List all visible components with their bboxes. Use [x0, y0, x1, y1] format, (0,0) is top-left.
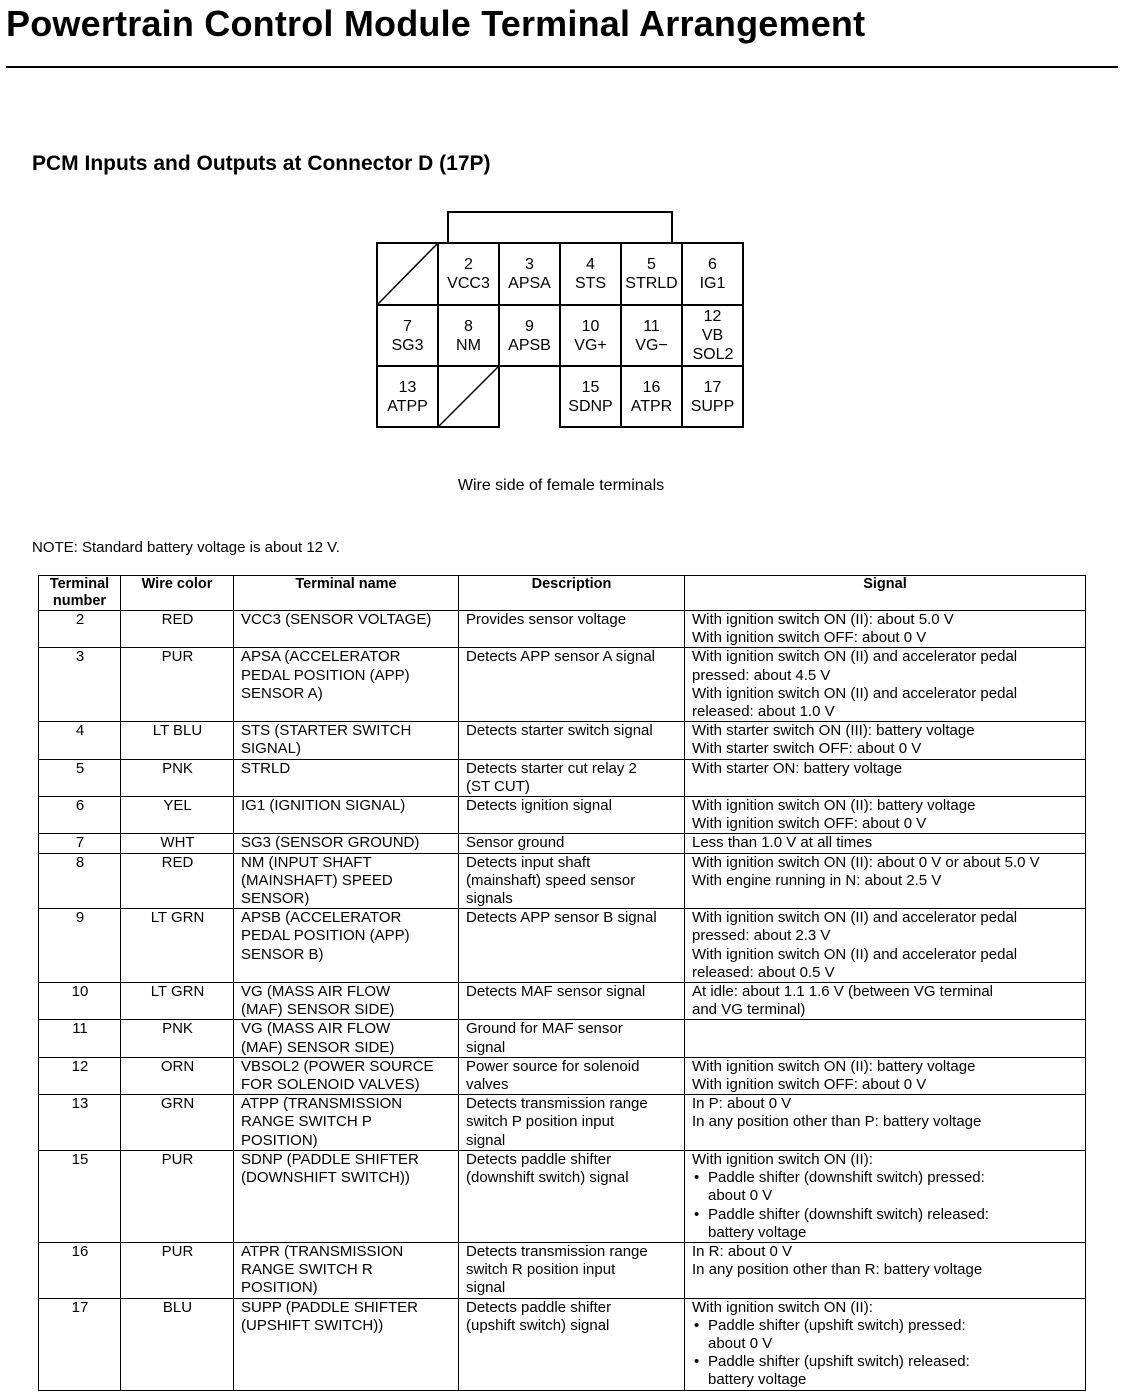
wire-color-cell: BLU — [121, 1298, 234, 1390]
terminal-10: 10 VG+ — [559, 304, 622, 367]
name-line: SENSOR A) — [241, 684, 323, 702]
terminal-name-cell — [234, 1057, 459, 1094]
header-terminal-number: Terminal number — [39, 576, 121, 611]
desc-line: (ST CUT) — [466, 777, 530, 795]
desc-line: (upshift switch) signal — [466, 1316, 610, 1334]
desc-line: Detects APP sensor A signal — [466, 648, 656, 666]
signal-line: With ignition switch ON (II) and accelerator pedal — [692, 648, 1018, 666]
signal-line: In P: about 0 V — [692, 1095, 792, 1113]
terminal-17: 17 SUPP — [681, 365, 744, 428]
section-title: PCM Inputs and Outputs at Connector D (17P) — [32, 152, 491, 175]
signal-line: With ignition switch ON (II): about 0 V or about 5.0 V — [692, 853, 1040, 871]
desc-line: Sensor ground — [466, 834, 565, 852]
signal-line: released: about 0.5 V — [692, 963, 835, 981]
terminal-name-cell — [234, 759, 459, 796]
table-row — [39, 648, 1086, 722]
name-line: POSITION) — [241, 1279, 318, 1297]
terminal-number-cell: 10 — [39, 983, 121, 1020]
desc-line: switch R position input — [466, 1261, 616, 1279]
desc-line: signal — [466, 1038, 506, 1056]
signal-cell — [685, 1242, 1086, 1298]
signal-bullet-item — [708, 1206, 1079, 1242]
terminal-name-cell — [234, 611, 459, 648]
desc-line: Detects starter cut relay 2 — [466, 759, 637, 777]
desc-line: signal — [466, 1279, 506, 1297]
signal-line: With ignition switch OFF: about 0 V — [692, 815, 927, 833]
terminal-2: 2 VCC3 — [437, 242, 500, 306]
desc-line: Detects input shaft — [466, 853, 591, 871]
name-line: (UPSHIFT SWITCH)) — [241, 1316, 384, 1334]
bullet-line: • Paddle shifter (downshift switch) released: — [708, 1205, 989, 1223]
name-line: SG3 (SENSOR GROUND) — [241, 834, 420, 852]
bullet-line: • Paddle shifter (upshift switch) pressed: — [708, 1316, 966, 1334]
name-line: ATPP (TRANSMISSION — [241, 1095, 403, 1113]
description-cell — [459, 909, 685, 983]
desc-line: Detects ignition signal — [466, 797, 612, 815]
desc-line: (mainshaft) speed sensor — [466, 871, 636, 889]
bullet-line: • Paddle shifter (downshift switch) pressed: — [708, 1169, 985, 1187]
name-line: RANGE SWITCH P — [241, 1113, 372, 1131]
terminal-number-cell: 5 — [39, 759, 121, 796]
terminal-11: 11 VG− — [620, 304, 683, 367]
signal-line: pressed: about 2.3 V — [692, 927, 831, 945]
signal-cell — [685, 797, 1086, 834]
description-cell — [459, 1057, 685, 1094]
battery-note: NOTE: Standard battery voltage is about 12 V. — [32, 539, 340, 556]
signal-bullet-item — [708, 1353, 1079, 1389]
description-cell — [459, 648, 685, 722]
desc-line: switch P position input — [466, 1113, 615, 1131]
wire-color-cell: RED — [121, 853, 234, 909]
table-row — [39, 722, 1086, 759]
terminal-number-cell: 16 — [39, 1242, 121, 1298]
connector-caption: Wire side of female terminals — [457, 477, 665, 494]
terminal-name-cell — [234, 983, 459, 1020]
terminal-name-cell — [234, 853, 459, 909]
signal-cell — [685, 1298, 1086, 1390]
terminal-name-cell — [234, 722, 459, 759]
desc-line: Detects paddle shifter — [466, 1298, 612, 1316]
wire-color-cell: LT GRN — [121, 909, 234, 983]
name-line: (MAINSHAFT) SPEED — [241, 871, 393, 889]
table-row — [39, 1298, 1086, 1390]
name-line: PEDAL POSITION (APP) — [241, 666, 410, 684]
wire-color-cell: PUR — [121, 648, 234, 722]
signal-line: At idle: about 1.1 1.6 V (between VG terminal — [692, 983, 994, 1001]
description-cell — [459, 1020, 685, 1057]
wire-color-cell: PNK — [121, 1020, 234, 1057]
terminal-number-cell: 9 — [39, 909, 121, 983]
name-line: STRLD — [241, 759, 291, 777]
name-line: SENSOR B) — [241, 945, 324, 963]
description-cell — [459, 834, 685, 853]
wire-color-cell: PUR — [121, 1242, 234, 1298]
wire-color-cell: PNK — [121, 759, 234, 796]
wire-color-cell: GRN — [121, 1095, 234, 1151]
terminal-9: 9 APSB — [498, 304, 561, 367]
signal-line: With ignition switch ON (II): battery voltage — [692, 797, 976, 815]
signal-line: With ignition switch OFF: about 0 V — [692, 629, 927, 647]
signal-cell — [685, 1057, 1086, 1094]
terminal-name-cell — [234, 1150, 459, 1242]
signal-line: With ignition switch ON (II): about 5.0 V — [692, 611, 954, 628]
desc-line: (downshift switch) signal — [466, 1169, 629, 1187]
name-line: VCC3 (SENSOR VOLTAGE) — [241, 611, 432, 628]
name-line: SIGNAL) — [241, 740, 302, 758]
terminal-number-cell: 3 — [39, 648, 121, 722]
name-line: STS (STARTER SWITCH — [241, 722, 412, 740]
signal-line: pressed: about 4.5 V — [692, 666, 831, 684]
terminal-number-cell: 6 — [39, 797, 121, 834]
bullet-line: about 0 V — [708, 1334, 773, 1352]
description-cell — [459, 759, 685, 796]
signal-line: With ignition switch ON (II) and accelerator pedal — [692, 909, 1018, 927]
signal-line: With starter switch ON (III): battery voltage — [692, 722, 975, 740]
table-row — [39, 853, 1086, 909]
signal-bullet-item — [708, 1317, 1079, 1353]
signal-line: With ignition switch ON (II): battery voltage — [692, 1057, 976, 1075]
wire-color-cell: ORN — [121, 1057, 234, 1094]
desc-line: Detects APP sensor B signal — [466, 909, 657, 927]
desc-line: signal — [466, 1131, 506, 1149]
table-row — [39, 1242, 1086, 1298]
signal-cell — [685, 853, 1086, 909]
description-cell — [459, 1298, 685, 1390]
signal-cell — [685, 648, 1086, 722]
description-cell — [459, 1095, 685, 1151]
description-cell — [459, 797, 685, 834]
terminal-name-cell — [234, 648, 459, 722]
signal-bullet-list — [692, 1169, 1079, 1242]
header-signal: Signal — [685, 576, 1086, 611]
table-row — [39, 759, 1086, 796]
desc-line: Provides sensor voltage — [466, 611, 627, 628]
name-line: (DOWNSHIFT SWITCH)) — [241, 1169, 410, 1187]
name-line: VG (MASS AIR FLOW — [241, 1020, 391, 1038]
table-row — [39, 834, 1086, 853]
connector-blank-cell — [376, 242, 439, 306]
table-row — [39, 1020, 1086, 1057]
bullet-line: battery voltage — [708, 1371, 807, 1389]
description-cell — [459, 722, 685, 759]
name-line: IG1 (IGNITION SIGNAL) — [241, 797, 406, 815]
terminal-number-cell: 17 — [39, 1298, 121, 1390]
name-line: NM (INPUT SHAFT — [241, 853, 372, 871]
signal-line: In any position other than P: battery voltage — [692, 1113, 982, 1131]
name-line: RANGE SWITCH R — [241, 1261, 373, 1279]
name-line: SENSOR) — [241, 890, 310, 908]
desc-line: Detects starter switch signal — [466, 722, 653, 740]
description-cell — [459, 1242, 685, 1298]
terminal-name-cell — [234, 1298, 459, 1390]
desc-line: Detects paddle shifter — [466, 1150, 612, 1168]
table-row — [39, 1057, 1086, 1094]
name-line: SUPP (PADDLE SHIFTER — [241, 1298, 418, 1316]
table-row — [39, 909, 1086, 983]
terminal-name-cell — [234, 797, 459, 834]
terminal-name-cell — [234, 909, 459, 983]
terminal-number-cell: 8 — [39, 853, 121, 909]
terminal-5: 5 STRLD — [620, 242, 683, 306]
description-cell — [459, 1150, 685, 1242]
desc-line: Ground for MAF sensor — [466, 1020, 623, 1038]
name-line: PEDAL POSITION (APP) — [241, 927, 410, 945]
signal-cell — [685, 909, 1086, 983]
terminal-name-cell — [234, 1095, 459, 1151]
table-header-row — [39, 576, 1086, 611]
terminal-12: 12 VB SOL2 — [681, 304, 744, 367]
wire-color-cell: PUR — [121, 1150, 234, 1242]
header-description: Description — [459, 576, 685, 611]
terminal-number-cell: 7 — [39, 834, 121, 853]
table-row — [39, 611, 1086, 648]
signal-line: In any position other than R: battery voltage — [692, 1261, 983, 1279]
desc-line: Detects MAF sensor signal — [466, 983, 646, 1001]
signal-line: Less than 1.0 V at all times — [692, 834, 873, 852]
terminal-name-cell — [234, 1020, 459, 1057]
signal-cell — [685, 1150, 1086, 1242]
name-line: POSITION) — [241, 1131, 318, 1149]
terminal-number-cell: 12 — [39, 1057, 121, 1094]
signal-cell — [685, 983, 1086, 1020]
terminal-number-cell: 15 — [39, 1150, 121, 1242]
wire-color-cell: YEL — [121, 797, 234, 834]
terminal-13: 13 ATPP — [376, 365, 439, 428]
wire-color-cell: WHT — [121, 834, 234, 853]
signal-line: With starter ON: battery voltage — [692, 759, 903, 777]
table-row — [39, 983, 1086, 1020]
terminal-name-cell — [234, 834, 459, 853]
name-line: (MAF) SENSOR SIDE) — [241, 1038, 395, 1056]
signal-line: With starter switch OFF: about 0 V — [692, 740, 922, 758]
terminal-number-cell: 11 — [39, 1020, 121, 1057]
name-line: APSA (ACCELERATOR — [241, 648, 401, 666]
terminal-name-cell — [234, 1242, 459, 1298]
wire-color-cell: LT BLU — [121, 722, 234, 759]
signal-line: With engine running in N: about 2.5 V — [692, 871, 942, 889]
bullet-line: battery voltage — [708, 1223, 807, 1241]
name-line: (MAF) SENSOR SIDE) — [241, 1001, 395, 1019]
signal-cell — [685, 759, 1086, 796]
terminal-number-cell: 2 — [39, 611, 121, 648]
signal-line: With ignition switch OFF: about 0 V — [692, 1076, 927, 1094]
page-title: Powertrain Control Module Terminal Arrangement — [6, 3, 866, 44]
terminal-4: 4 STS — [559, 242, 622, 306]
table-row — [39, 797, 1086, 834]
connector-blank-cell — [437, 365, 500, 428]
signal-cell — [685, 611, 1086, 648]
terminal-15: 15 SDNP — [559, 365, 622, 428]
bullet-line: • Paddle shifter (upshift switch) released: — [708, 1353, 970, 1371]
description-cell — [459, 983, 685, 1020]
signal-line: released: about 1.0 V — [692, 703, 835, 721]
signal-line: and VG terminal) — [692, 1001, 806, 1019]
terminal-16: 16 ATPR — [620, 365, 683, 428]
table-row — [39, 1150, 1086, 1242]
title-divider — [6, 66, 1118, 68]
signal-cell — [685, 722, 1086, 759]
name-line: VG (MASS AIR FLOW — [241, 983, 391, 1001]
header-terminal-name: Terminal name — [234, 576, 459, 611]
desc-line: signals — [466, 890, 513, 908]
signal-line: With ignition switch ON (II): — [692, 1298, 873, 1316]
description-cell — [459, 611, 685, 648]
terminal-7: 7 SG3 — [376, 304, 439, 367]
signal-line: With ignition switch ON (II): — [692, 1150, 873, 1168]
signal-bullet-item — [708, 1169, 1079, 1205]
desc-line: Power source for solenoid — [466, 1057, 640, 1075]
signal-line: With ignition switch ON (II) and accelerator pedal — [692, 945, 1018, 963]
signal-line: In R: about 0 V — [692, 1242, 793, 1260]
signal-cell — [685, 1020, 1086, 1057]
name-line: VBSOL2 (POWER SOURCE — [241, 1057, 434, 1075]
description-cell — [459, 853, 685, 909]
bullet-line: about 0 V — [708, 1187, 773, 1205]
terminal-8: 8 NM — [437, 304, 500, 367]
signal-line: With ignition switch ON (II) and accelerator pedal — [692, 684, 1018, 702]
terminal-3: 3 APSA — [498, 242, 561, 306]
connector-diagram — [376, 210, 746, 430]
desc-line: Detects transmission range — [466, 1095, 648, 1113]
terminal-number-cell: 4 — [39, 722, 121, 759]
name-line: APSB (ACCELERATOR — [241, 909, 402, 927]
terminal-6: 6 IG1 — [681, 242, 744, 306]
desc-line: Detects transmission range — [466, 1242, 648, 1260]
terminal-number-cell: 13 — [39, 1095, 121, 1151]
name-line: ATPR (TRANSMISSION — [241, 1242, 404, 1260]
header-wire-color: Wire color — [121, 576, 234, 611]
signal-cell — [685, 834, 1086, 853]
table-row — [39, 1095, 1086, 1151]
name-line: FOR SOLENOID VALVES) — [241, 1076, 420, 1094]
name-line: SDNP (PADDLE SHIFTER — [241, 1150, 419, 1168]
terminal-table — [38, 575, 1086, 1391]
signal-bullet-list — [692, 1317, 1079, 1390]
wire-color-cell: RED — [121, 611, 234, 648]
signal-cell — [685, 1095, 1086, 1151]
wire-color-cell: LT GRN — [121, 983, 234, 1020]
desc-line: valves — [466, 1076, 509, 1094]
